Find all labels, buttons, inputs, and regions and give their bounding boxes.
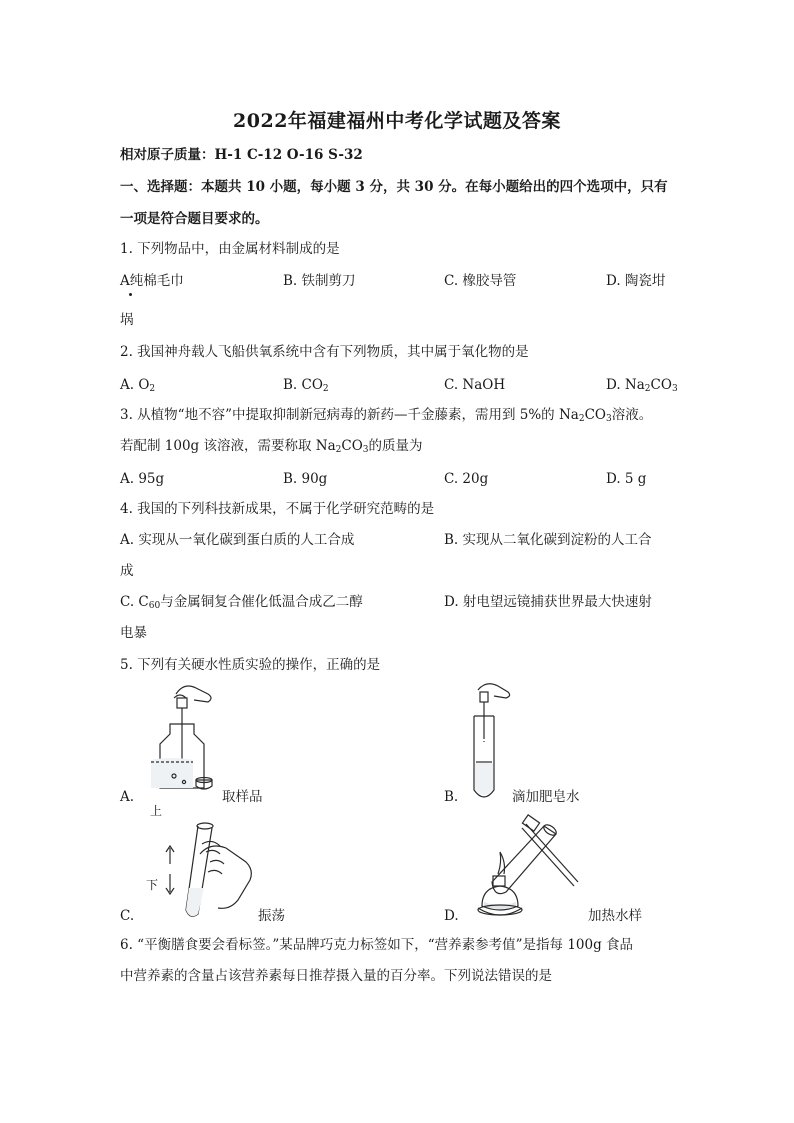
q6-stem-line2: 中营养素的含量占该营养素每日推荐摄入量的百分率。下列说法错误的是 (120, 968, 552, 984)
q4-option-b-continuation: 成 (120, 563, 134, 579)
emphasis-dot (129, 293, 132, 296)
q1-option-b: B. 铁制剪刀 (283, 273, 356, 289)
q4-option-d-continuation: 电暴 (120, 625, 147, 641)
q5-c-down-label: 下 (146, 878, 159, 892)
q4-option-d: D. 射电望远镜捕获世界最大快速射 (444, 594, 652, 610)
q4-option-a: A. 实现从一氧化碳到蛋白质的人工合成 (120, 532, 355, 548)
q5-option-a-letter: A. (120, 789, 135, 805)
section-heading-line1: 一、选择题：本题共 10 小题，每小题 3 分，共 30 分。在每小题给出的四个选项中，只有 (120, 179, 668, 195)
page-title: 2022年福建福州中考化学试题及答案 (233, 110, 561, 132)
q3-stem-line2: 若配制 100g 该溶液，需要称取 $Na_2CO_3$的质量为 (120, 438, 423, 455)
q5-option-b-letter: B. (444, 789, 459, 805)
q2-stem: 2. 我国神舟载人飞船供氧系统中含有下列物质，其中属于氧化物的是 (120, 344, 529, 360)
q5-option-b-caption: 滴加肥皂水 (512, 789, 580, 805)
q3-option-b: B. 90g (283, 471, 328, 487)
q5-option-d-letter: D. (444, 908, 459, 924)
q4-option-c: C. $C_{60}$与金属铜复合催化低温合成乙二醇 (120, 594, 363, 611)
q4-stem: 4. 我国的下列科技新成果，不属于化学研究范畴的是 (120, 501, 435, 517)
q1-option-d-continuation: 埚 (120, 312, 134, 328)
q5-option-c-caption: 振荡 (258, 908, 285, 924)
q4-option-b: B. 实现从二氧化碳到淀粉的人工合 (444, 532, 652, 548)
q5-c-up-label: 上 (150, 804, 163, 818)
q2-option-a: A. $O_2$ (120, 377, 156, 394)
q2-option-c: C. NaOH (444, 377, 506, 393)
q5-option-c-letter: C. (120, 908, 135, 924)
q1-option-a: A纯棉毛巾 (120, 273, 184, 289)
q1-stem: 1. 下列物品中，由金属材料制成的是 (120, 241, 340, 257)
q1-option-d: D. 陶瓷坩 (606, 273, 666, 289)
q5-option-d-caption: 加热水样 (588, 908, 642, 924)
section-heading-line2: 一项是符合题目要求的。 (120, 211, 269, 227)
q3-option-a: A. 95g (120, 471, 165, 487)
figure-sampling-bottle (140, 680, 230, 802)
atomic-masses: 相对原子质量：H-1 C-12 O-16 S-32 (120, 147, 363, 163)
q2-option-d: D. $Na_2CO_3$ (606, 377, 678, 394)
figure-shaking-tube (140, 818, 270, 920)
figure-dropper-test-tube (460, 680, 520, 805)
q5-option-a-caption: 取样品 (222, 789, 263, 805)
q2-option-b: B. $CO_2$ (283, 377, 329, 394)
q5-stem: 5. 下列有关硬水性质实验的操作，正确的是 (120, 657, 381, 673)
q6-stem-line1: 6. “平衡膳食要会看标签。”某品牌巧克力标签如下，“营养素参考值”是指每 100g 食品 (120, 937, 634, 953)
q3-option-d: D. 5 g (606, 471, 647, 487)
q3-option-c: C. 20g (444, 471, 489, 487)
q1-option-c: C. 橡胶导管 (444, 273, 517, 289)
q3-stem-line1: 3. 从植物“地不容”中提取抑制新冠病毒的新药—千金藤素，需用到 5%的 $Na_2CO_3$溶液。 (120, 407, 653, 424)
figure-heating-tube (462, 812, 587, 922)
